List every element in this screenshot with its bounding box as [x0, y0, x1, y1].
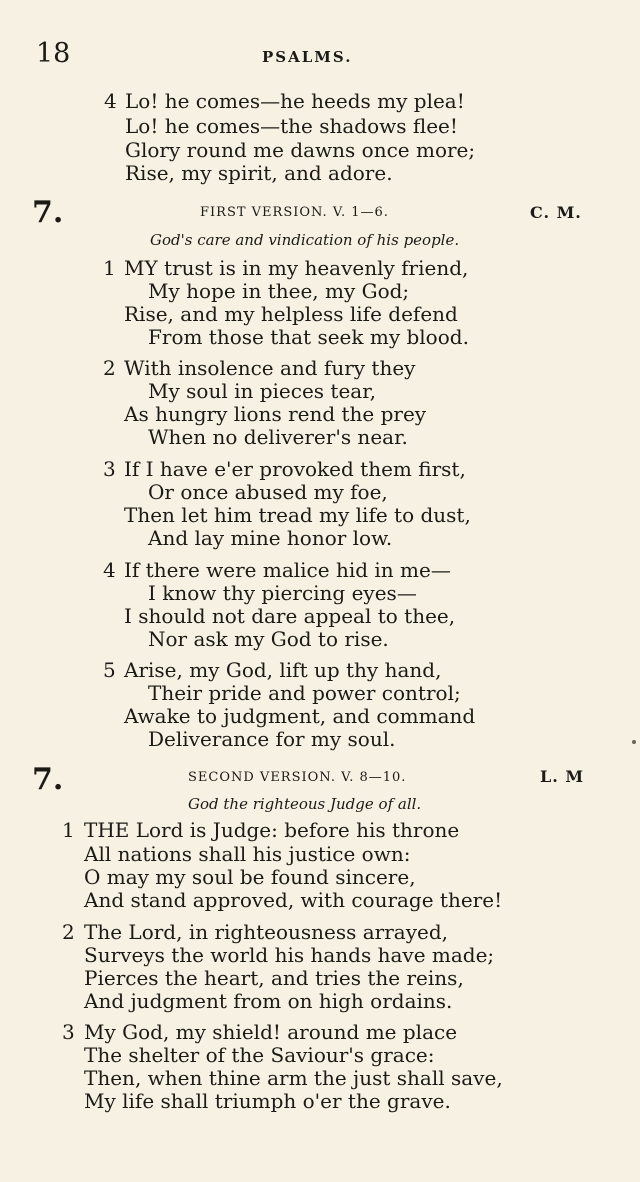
verse-line: Then let him tread my life to dust, — [124, 503, 471, 527]
verse-line: My soul in pieces tear, — [148, 379, 376, 403]
psalm-number: 7. — [32, 195, 64, 230]
verse-line: The Lord, in righteousness arrayed, — [84, 920, 449, 944]
verse-line: Deliverance for my soul. — [148, 727, 396, 751]
verse-line: Their pride and power control; — [148, 681, 461, 705]
version-heading: FIRST VERSION. V. 1—6. — [200, 205, 389, 220]
verse-line: All nations shall his justice own: — [84, 842, 411, 866]
stanza-number: 5 — [103, 658, 116, 682]
meter-label: L. M — [540, 767, 585, 786]
meter-label: C. M. — [530, 203, 582, 222]
verse-line: Lo! he comes—he heeds my plea! — [125, 89, 465, 113]
verse-line: Nor ask my God to rise. — [148, 627, 389, 651]
stanza-number: 2 — [62, 920, 75, 944]
verse-line: Glory round me dawns once more; — [125, 138, 476, 162]
verse-line: Or once abused my foe, — [148, 480, 388, 504]
verse-line: When no deliverer's near. — [148, 425, 408, 449]
paper-speck — [632, 740, 636, 744]
verse-line: And judgment from on high ordains. — [84, 989, 453, 1013]
version-heading: SECOND VERSION. V. 8—10. — [188, 770, 407, 785]
verse-line: O may my soul be found sincere, — [84, 865, 416, 889]
verse-line: And lay mine honor low. — [148, 526, 393, 550]
verse-line: And stand approved, with courage there! — [84, 888, 503, 912]
verse-line: Surveys the world his hands have made; — [84, 943, 495, 967]
verse-line: With insolence and fury they — [124, 356, 416, 380]
running-title: PSALMS. — [262, 48, 353, 66]
verse-line: Awake to judgment, and command — [124, 704, 476, 728]
stanza-number: 3 — [103, 457, 116, 481]
verse-line: Pierces the heart, and tries the reins, — [84, 966, 464, 990]
hymn-subtitle: God's care and vindication of his people. — [150, 231, 460, 249]
verse-line: THE Lord is Judge: before his throne — [84, 818, 460, 842]
verse-line: If there were malice hid in me— — [124, 558, 451, 582]
verse-line: Rise, and my helpless life defend — [124, 302, 458, 326]
verse-line: Rise, my spirit, and adore. — [125, 161, 393, 185]
verse-line: I know thy piercing eyes— — [148, 581, 417, 605]
verse-line: Lo! he comes—the shadows flee! — [125, 114, 458, 138]
verse-line: My God, my shield! around me place — [84, 1020, 458, 1044]
verse-line: From those that seek my blood. — [148, 325, 469, 349]
stanza-number: 4 — [104, 89, 117, 113]
stanza-number: 4 — [103, 558, 116, 582]
verse-line: MY trust is in my heavenly friend, — [124, 256, 469, 280]
verse-line: I should not dare appeal to thee, — [124, 604, 456, 628]
stanza-number: 2 — [103, 356, 116, 380]
verse-line: Arise, my God, lift up thy hand, — [124, 658, 442, 682]
verse-line: My hope in thee, my God; — [148, 279, 410, 303]
verse-line: If I have e'er provoked them first, — [124, 457, 466, 481]
psalm-number: 7. — [32, 762, 64, 797]
verse-line: Then, when thine arm the just shall save, — [84, 1066, 503, 1090]
verse-line: As hungry lions rend the prey — [124, 402, 427, 426]
stanza-number: 1 — [103, 256, 116, 280]
stanza-number: 3 — [62, 1020, 75, 1044]
verse-line: The shelter of the Saviour's grace: — [84, 1043, 435, 1067]
hymn-subtitle: God the righteous Judge of all. — [188, 795, 422, 813]
page-number: 18 — [36, 38, 71, 69]
stanza-number: 1 — [62, 818, 75, 842]
verse-line: My life shall triumph o'er the grave. — [84, 1089, 451, 1113]
